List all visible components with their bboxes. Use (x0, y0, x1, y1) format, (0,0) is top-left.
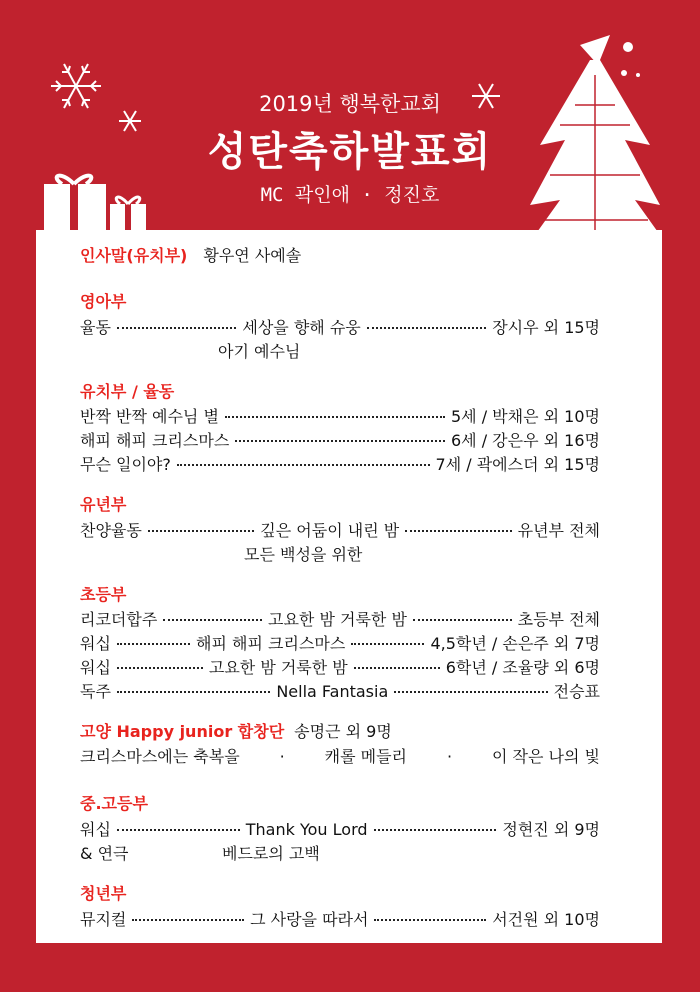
program-row (80, 907, 600, 930)
row-title: 해피 해피 크리스마스 (196, 634, 346, 653)
row-category: 독주 (80, 682, 111, 701)
leader-dots (117, 667, 203, 669)
row-category: 워십 (80, 820, 111, 839)
leader-dots (374, 919, 486, 921)
intro-line (80, 243, 600, 266)
leader-dots (405, 530, 511, 532)
program-row (80, 817, 600, 840)
separator: · (279, 747, 285, 766)
section-title-youth: 유년부 (80, 495, 127, 514)
row-title: 고요한 밤 거룩한 밤 (268, 610, 407, 629)
leader-dots (117, 829, 240, 831)
song-title: 크리스마스에는 축복을 (80, 747, 240, 766)
choir-songs (80, 744, 600, 767)
row-title-cont: 아기 예수님 (218, 342, 301, 361)
program-row (80, 679, 600, 702)
row-title: 무슨 일이야? (80, 455, 171, 474)
song-title: 캐롤 메들리 (324, 747, 407, 766)
section-title-middle-high: 중.고등부 (80, 794, 148, 813)
separator: · (446, 747, 453, 766)
leader-dots (132, 919, 244, 921)
program-row (80, 518, 600, 541)
row-title: 세상을 향해 슈웅 (242, 318, 361, 337)
leader-dots (413, 619, 512, 621)
row-title: 반짝 반짝 예수님 별 (80, 407, 219, 426)
row-performer: 5세 / 박채은 외 10명 (450, 407, 600, 426)
row-title: 깊은 어둠이 내린 밤 (260, 521, 400, 540)
row-title: Nella Fantasia (276, 682, 389, 701)
leader-dots (235, 440, 445, 442)
choir-heading (80, 719, 600, 742)
song-title: 이 작은 나의 빛 (491, 747, 600, 766)
row-performer: 서건원 외 10명 (492, 910, 600, 929)
row-category: 찬양율동 (80, 521, 142, 540)
row-category: 리코더합주 (80, 610, 158, 629)
row-title: 고요한 밤 거룩한 밤 (208, 658, 348, 677)
leader-dots (117, 691, 270, 693)
program-row (80, 655, 600, 678)
intro-text: 황우연 사예솔 (203, 246, 302, 265)
row-title: 해피 해피 크리스마스 (80, 431, 230, 450)
leader-dots (354, 667, 440, 669)
subtitle: 2019년 행복한교회 (259, 92, 441, 116)
mc-line: MC 곽인애 · 정진호 (260, 184, 440, 206)
leader-dots (394, 691, 547, 693)
leader-dots (117, 327, 236, 329)
row-performer: 정현진 외 9명 (502, 820, 600, 839)
row-title-cont: 모든 백성을 위한 (244, 545, 363, 564)
section-title-kinder: 유치부 / 율동 (80, 382, 175, 401)
row-title: 그 사랑을 따라서 (250, 910, 369, 929)
row-performer: 초등부 전체 (517, 610, 600, 629)
program-row (80, 404, 600, 427)
row-performer: 6세 / 강은우 외 16명 (450, 431, 600, 450)
program-row (80, 315, 600, 338)
row-title: Thank You Lord (245, 820, 368, 839)
row-category: 워십 (80, 634, 111, 653)
leader-dots (351, 643, 424, 645)
program-row (80, 428, 600, 451)
row-category: 율동 (80, 318, 111, 337)
row-performer: 7세 / 곽에스더 외 15명 (435, 455, 600, 474)
section-title-choir: 고양 Happy junior 합창단 (80, 722, 285, 741)
section-title-young-adult: 청년부 (80, 884, 127, 903)
leader-dots (225, 416, 445, 418)
leader-dots (374, 829, 497, 831)
row-performer: 전승표 (553, 682, 601, 701)
page-title: 성탄축하발표회 (207, 129, 493, 175)
row-category: 워십 (80, 658, 111, 677)
row-category: 뮤지컬 (80, 910, 127, 929)
row-performer: 6학년 / 조율량 외 6명 (445, 658, 600, 677)
leader-dots (163, 619, 262, 621)
program-row (80, 631, 600, 654)
program-row (80, 841, 600, 864)
row-performer: 유년부 전체 (517, 521, 601, 540)
row-performer: 장시우 외 15명 (492, 318, 601, 337)
row-performer: 4,5학년 / 손은주 외 7명 (430, 634, 601, 653)
leader-dots (148, 530, 254, 532)
leader-dots (367, 327, 486, 329)
choir-leader: 송명근 외 9명 (294, 722, 392, 741)
program-row (80, 607, 600, 630)
section-title-infant: 영아부 (80, 292, 127, 311)
program-row (80, 452, 600, 475)
row-title: 베드로의 고백 (222, 844, 320, 863)
leader-dots (177, 464, 430, 466)
section-title-elementary: 초등부 (80, 585, 127, 604)
intro-label: 인사말(유치부) (80, 246, 188, 265)
leader-dots (117, 643, 190, 645)
row-category: & 연극 (80, 844, 129, 863)
